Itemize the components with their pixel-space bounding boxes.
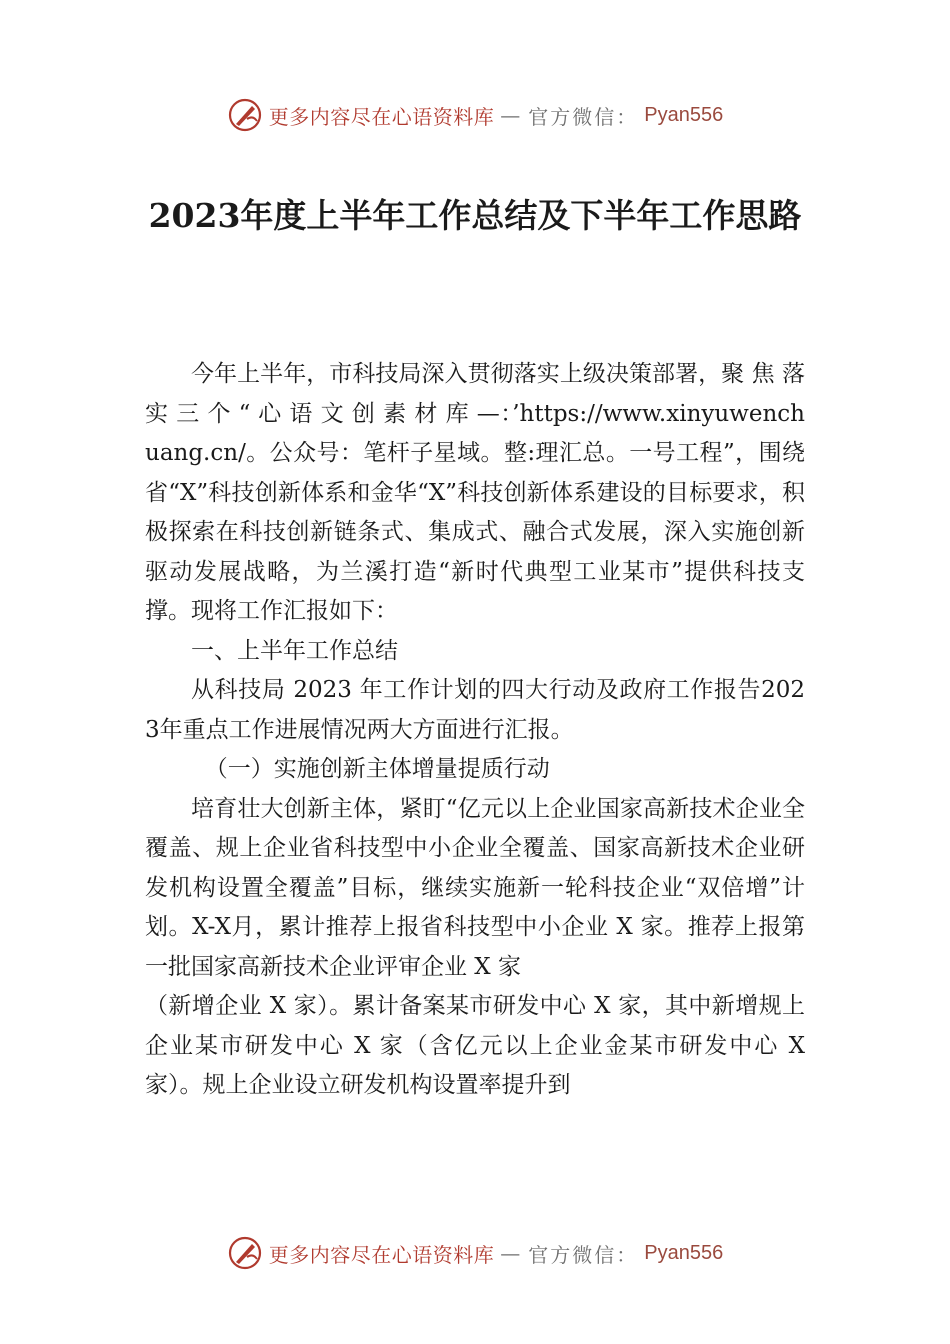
banner-wechat-label: 官方微信： bbox=[528, 1242, 639, 1267]
banner-separator: — bbox=[500, 1241, 523, 1265]
banner-site-text: 更多内容尽在心语资料库 bbox=[268, 1242, 495, 1267]
header-banner bbox=[0, 95, 950, 135]
paragraph-innovation: 培育壮大创新主体，紧盯“亿元以上企业国家高新技术企业全覆盖、规上企业省科技型中小企业全覆盖、国家高新技术企业研发机构设置全覆盖”目标，继续实施新一轮科技企业“双倍增”计划。X-X月，累计推荐上报省科技型中小企业 X 家。推荐上报第一批国家高新技术企业评审企业 X 家 bbox=[145, 795, 805, 980]
paragraph-continuation: （新增企业 X 家）。累计备案某市研发中心 X 家，其中新增规上企业某市研发中心 X 家（含亿元以上企业金某市研发中心 X 家）。规上企业设立研发机构设置率提升到 bbox=[145, 993, 805, 1098]
paragraph-intro: 今年上半年，市科技局深入贯彻落实上级决策部署，聚 焦 落 实 三 个 “ 心 语 文 创 素 材 库 —：’https://www.xinyuwenchuang.cn/。公众号：笔杆子星域。整:理汇总。一号工程”，围绕省“X”科技创新体系和金华“X”科技创新体系建设的目标要求，积极探索在科技创新链条式、集成式、融合式发展，深入实施创新驱动发展战略，为兰溪打造“新时代典型工业某市”提供科技支撑。现将工作汇报如下： bbox=[145, 361, 805, 624]
document-body bbox=[145, 355, 805, 1106]
banner-wechat-label: 官方微信： bbox=[528, 104, 639, 129]
banner-site-text: 更多内容尽在心语资料库 bbox=[268, 104, 495, 129]
quill-seal-icon bbox=[227, 97, 263, 133]
footer-banner bbox=[0, 1233, 950, 1273]
section-heading-1: 一、上半年工作总结 bbox=[191, 637, 398, 664]
quill-seal-icon bbox=[227, 1235, 263, 1271]
banner-separator: — bbox=[500, 103, 523, 127]
paragraph-overview: 从科技局 2023 年工作计划的四大行动及政府工作报告2023年重点工作进展情况两大方面进行汇报。 bbox=[145, 677, 805, 743]
document-title: 2023年度上半年工作总结及下半年工作思路 bbox=[148, 196, 802, 235]
banner-wechat-id: Pyan556 bbox=[644, 103, 724, 126]
banner-wechat-id: Pyan556 bbox=[644, 1241, 724, 1264]
subsection-heading-1: （一）实施创新主体增量提质行动 bbox=[204, 756, 550, 782]
